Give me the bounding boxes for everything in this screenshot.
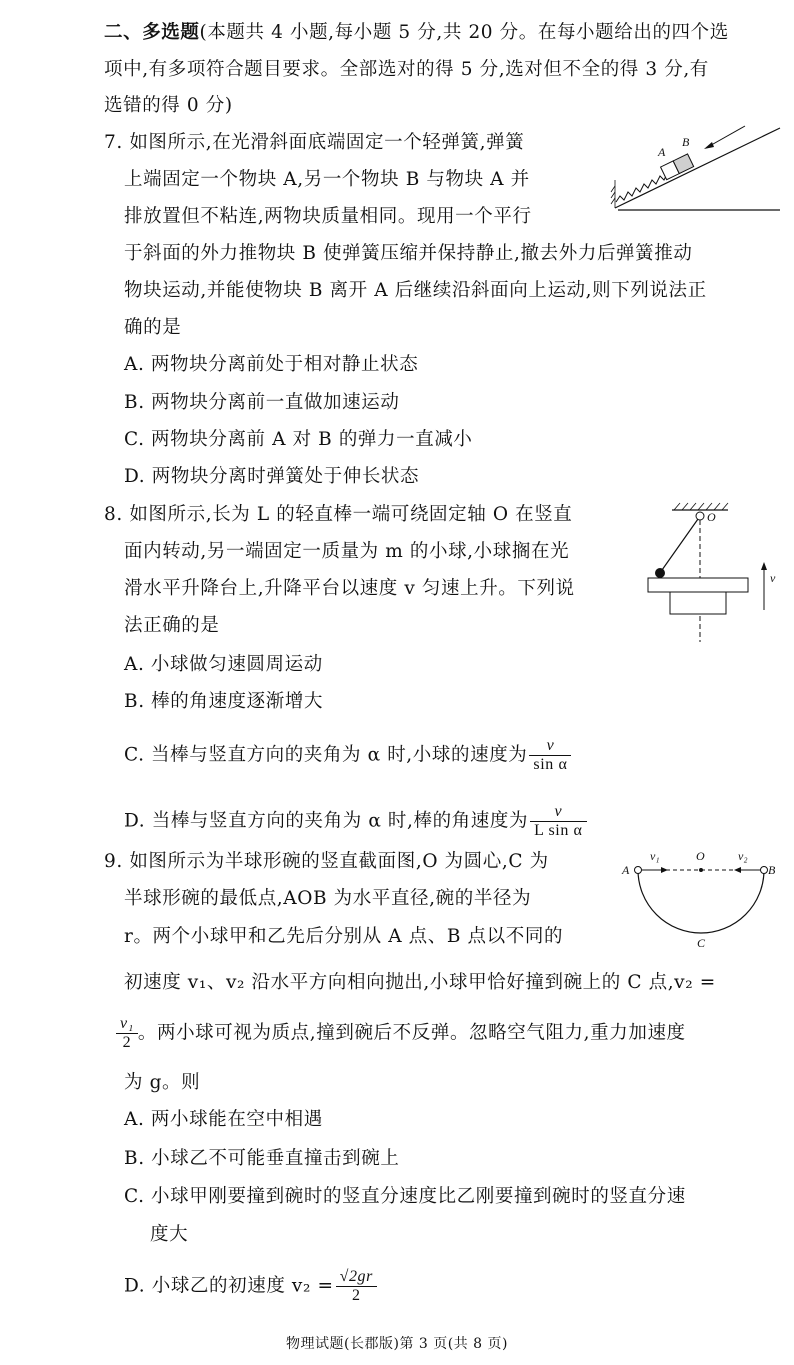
q7-line3: 排放置但不粘连,两物块质量相同。现用一个平行 — [124, 206, 532, 227]
q7-option-b: B. 两物块分离前一直做加速运动 — [124, 392, 400, 413]
q8-option-c-fraction — [529, 737, 571, 774]
q9-line4: 初速度 v₁、v₂ 沿水平方向相向抛出,小球甲恰好撞到碗上的 C 点,v₂ = — [124, 972, 716, 993]
q8-option-d — [124, 803, 587, 840]
q8-label-v: v — [770, 571, 776, 585]
q8-option-a: A. 小球做匀速圆周运动 — [124, 654, 323, 675]
q9-line6: 为 g。则 — [124, 1072, 201, 1093]
q8-option-c-numerator: v — [546, 737, 555, 754]
platform-top — [648, 578, 748, 592]
q9-option-b: B. 小球乙不可能垂直撞击到碗上 — [124, 1148, 400, 1169]
q9-label-o: O — [696, 849, 705, 863]
q9-label-a: A — [622, 863, 630, 877]
q9-label-v1: v₁ — [650, 849, 660, 863]
arrow-v1-head — [661, 867, 668, 873]
q8-line2: 面内转动,另一端固定一质量为 m 的小球,小球搁在光 — [124, 541, 570, 562]
q7-option-d: D. 两物块分离时弹簧处于伸长状态 — [124, 466, 420, 487]
section-intro-line3: 选错的得 0 分) — [104, 95, 233, 116]
q8-rod-figure — [640, 500, 780, 645]
center-o — [699, 868, 703, 872]
q9-option-c-line2: 度大 — [150, 1224, 189, 1245]
q9-option-c-line1: C. 小球甲刚要撞到碗时的竖直分速度比乙刚要撞到碗时的竖直分速 — [124, 1186, 686, 1207]
q9-line5 — [116, 1015, 686, 1052]
section-title: 二、多选题 — [104, 22, 200, 43]
q8-option-d-numerator: v — [554, 803, 563, 820]
q8-option-c-denominator: sin α — [529, 755, 571, 774]
q8-option-d-denominator: L sin α — [530, 821, 586, 840]
q9-option-d-denominator: 2 — [336, 1286, 377, 1305]
q7-label-a: A — [658, 145, 666, 159]
q8-option-b: B. 棒的角速度逐渐增大 — [124, 691, 324, 712]
q9-bowl-figure — [620, 845, 785, 950]
platform-base — [670, 592, 726, 614]
q9-label-c: C — [697, 936, 706, 950]
q9-option-d-numerator: √2gr — [339, 1268, 373, 1285]
q8-option-c-text: C. 当棒与竖直方向的夹角为 α 时,小球的速度为 — [124, 744, 528, 766]
q8-line1: 8. 如图所示,长为 L 的轻直棒一端可绕固定轴 O 在竖直 — [104, 504, 573, 525]
q9-line1: 9. 如图所示为半球形碗的竖直截面图,O 为圆心,C 为 — [104, 851, 549, 872]
rod — [662, 519, 698, 570]
q8-option-d-text: D. 当棒与竖直方向的夹角为 α 时,棒的角速度为 — [124, 810, 529, 832]
pivot-o — [696, 512, 704, 520]
force-arrow-head — [704, 142, 714, 149]
ceiling-hatching — [674, 503, 728, 510]
section-header — [104, 21, 729, 45]
q8-option-c — [124, 737, 571, 774]
q7-line1: 7. 如图所示,在光滑斜面底端固定一个轻弹簧,弹簧 — [104, 132, 525, 153]
bowl-arc — [638, 870, 764, 933]
spring — [616, 176, 666, 202]
q7-line5: 物块运动,并能使物块 B 离开 A 后继续沿斜面向上运动,则下列说法正 — [124, 280, 707, 301]
q9-option-d — [124, 1268, 377, 1305]
q9-line2: 半球形碗的最低点,AOB 为水平直径,碗的半径为 — [124, 888, 532, 909]
q7-option-c: C. 两物块分离前 A 对 B 的弹力一直减小 — [124, 429, 473, 450]
q9-fraction-v1-over-2 — [116, 1015, 138, 1052]
q8-option-d-fraction — [530, 803, 586, 840]
point-b — [761, 867, 768, 874]
q8-line3: 滑水平升降台上,升降平台以速度 v 匀速上升。下列说 — [124, 578, 575, 599]
velocity-arrow-head — [761, 562, 767, 570]
q7-line4: 于斜面的外力推物块 B 使弹簧压缩并保持静止,撤去外力后弹簧推动 — [124, 243, 693, 264]
q7-label-b: B — [682, 135, 690, 149]
q9-fraction-numerator: v₁ — [120, 1015, 134, 1032]
q9-line5-text: 。两小球可视为质点,撞到碗后不反弹。忽略空气阻力,重力加速度 — [137, 1022, 686, 1044]
ball — [655, 568, 665, 578]
page-footer: 物理试题(长郡版)第 3 页(共 8 页) — [286, 1336, 508, 1352]
q8-label-o: O — [707, 510, 716, 524]
q9-line3: r。两个小球甲和乙先后分别从 A 点、B 点以不同的 — [124, 926, 564, 947]
q9-option-d-text: D. 小球乙的初速度 v₂ = — [124, 1275, 334, 1297]
arrow-v2-head — [734, 867, 741, 873]
point-a — [635, 867, 642, 874]
q7-incline-figure — [610, 120, 785, 220]
q8-line4: 法正确的是 — [124, 615, 220, 636]
q9-label-v2: v₂ — [738, 849, 748, 863]
q9-option-a: A. 两小球能在空中相遇 — [124, 1109, 323, 1130]
q9-option-d-fraction — [336, 1268, 377, 1305]
incline-hatching — [611, 180, 615, 208]
q7-line6: 确的是 — [124, 317, 182, 338]
incline-surface — [615, 128, 780, 208]
section-intro-line1: (本题共 4 小题,每小题 5 分,共 20 分。在每小题给出的四个选 — [199, 22, 729, 43]
q9-label-b: B — [768, 863, 776, 877]
q7-line2: 上端固定一个物块 A,另一个物块 B 与物块 A 并 — [124, 169, 530, 190]
section-intro-line2: 项中,有多项符合题目要求。全部选对的得 5 分,选对但不全的得 3 分,有 — [104, 59, 709, 80]
q7-option-a: A. 两物块分离前处于相对静止状态 — [124, 354, 419, 375]
q9-fraction-denominator: 2 — [116, 1033, 138, 1052]
